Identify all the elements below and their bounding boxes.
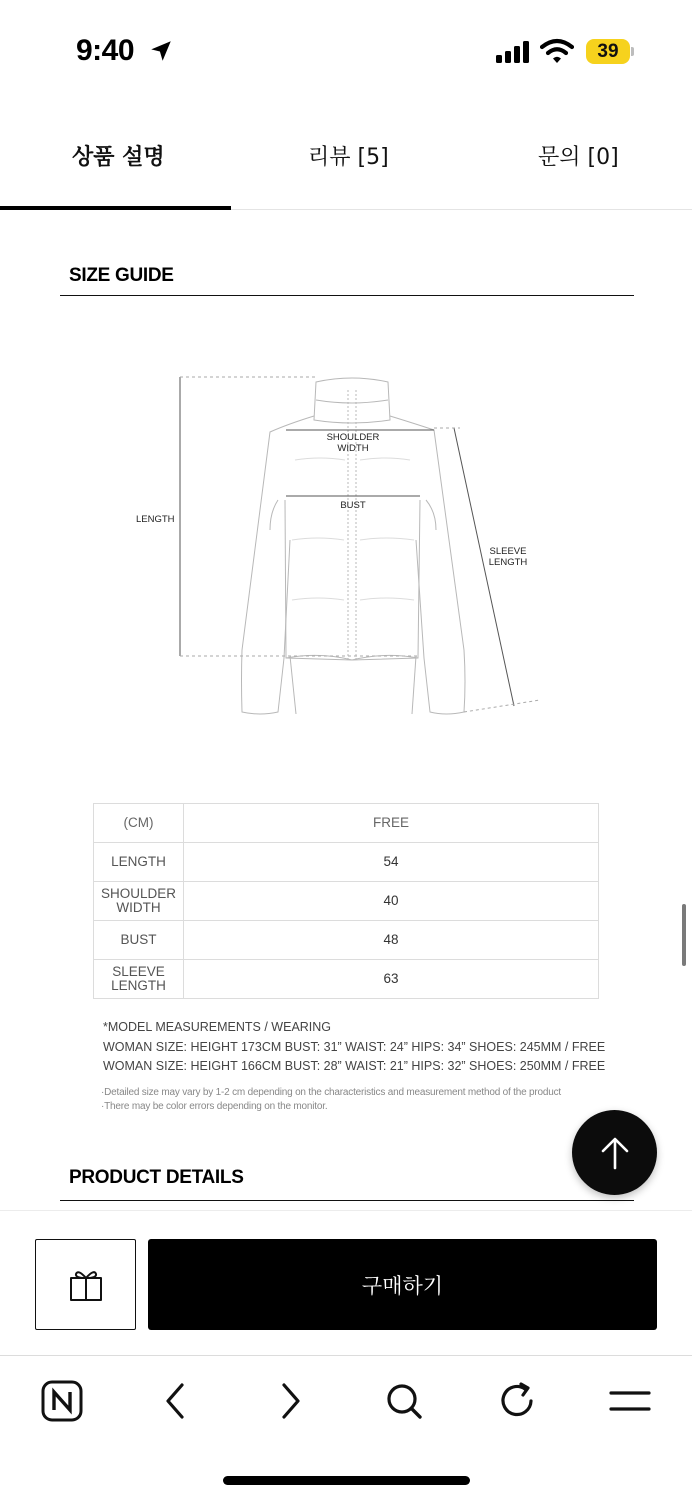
location-arrow-icon: [148, 38, 174, 64]
row-value: 40: [184, 882, 599, 921]
size-guide-title: SIZE GUIDE: [69, 265, 174, 286]
table-row: [94, 882, 599, 921]
search-icon[interactable]: [382, 1379, 426, 1423]
row-label: [94, 960, 184, 999]
battery-level: 39: [586, 39, 630, 64]
home-indicator[interactable]: [223, 1476, 470, 1485]
row-value: 63: [184, 960, 599, 999]
signal-icon: [496, 41, 532, 63]
row-label-line1: SHOULDER: [100, 886, 176, 901]
buy-button[interactable]: 구매하기: [148, 1239, 657, 1330]
tab-product-description[interactable]: 상품 설명: [72, 145, 165, 170]
product-details-title: PRODUCT DETAILS: [69, 1167, 244, 1188]
tab-inquiries[interactable]: 문의 [0]: [538, 145, 619, 170]
diagram-label-shoulder-line2: WIDTH: [337, 443, 369, 454]
note-line: WOMAN SIZE: HEIGHT 166CM BUST: 28” WAIST: 21” HIPS: 32” SHOES: 250MM / FREE: [103, 1059, 606, 1073]
diagram-label-sleeve: [484, 546, 532, 568]
naver-home-icon[interactable]: [40, 1379, 84, 1423]
table-row: [94, 843, 599, 882]
status-bar: [0, 0, 692, 100]
row-label: LENGTH: [94, 843, 184, 882]
menu-icon[interactable]: [608, 1379, 652, 1423]
diagram-label-shoulder-line1: SHOULDER: [326, 432, 380, 443]
forward-chevron-icon[interactable]: [268, 1379, 312, 1423]
gift-icon: [68, 1268, 104, 1302]
product-tabs: [0, 118, 692, 210]
size-table-size: FREE: [184, 804, 599, 843]
battery-tip: [631, 47, 634, 56]
diagram-label-shoulder: [320, 432, 386, 454]
disclaimer-line: ·Detailed size may vary by 1-2 cm depending on the characteristics and measurement method of the product: [101, 1087, 562, 1098]
purchase-bar: [0, 1210, 692, 1356]
diagram-label-sleeve-line1: SLEEVE: [489, 546, 527, 557]
scroll-top-button[interactable]: [572, 1110, 657, 1195]
model-measurements: [103, 1018, 606, 1077]
row-label-line1: SLEEVE: [112, 964, 165, 979]
scrollbar[interactable]: [682, 904, 686, 966]
size-table-header: [94, 804, 599, 843]
active-tab-indicator: [0, 206, 231, 210]
row-label: [94, 882, 184, 921]
size-guide-divider: [60, 295, 634, 296]
size-table: [93, 803, 599, 999]
size-diagram: [120, 360, 580, 740]
disclaimer-notes: [101, 1086, 601, 1114]
status-time: 9:40: [76, 34, 135, 67]
diagram-label-length: LENGTH: [136, 514, 175, 525]
row-label-line2: LENGTH: [111, 978, 166, 993]
battery-icon: [586, 39, 632, 64]
note-line: *MODEL MEASUREMENTS / WEARING: [103, 1020, 332, 1034]
refresh-icon[interactable]: [495, 1379, 539, 1423]
diagram-label-bust: BUST: [340, 500, 366, 511]
row-value: 48: [184, 921, 599, 960]
size-table-unit: (CM): [94, 804, 184, 843]
wifi-icon: [540, 38, 574, 64]
diagram-label-sleeve-line2: LENGTH: [488, 557, 528, 568]
table-row: [94, 960, 599, 999]
arrow-up-icon: [600, 1136, 630, 1170]
row-label-line2: WIDTH: [116, 900, 161, 915]
gift-button[interactable]: [35, 1239, 136, 1330]
product-details-divider: [60, 1200, 634, 1201]
disclaimer-line: ·There may be color errors depending on the monitor.: [101, 1101, 328, 1112]
table-row: [94, 921, 599, 960]
tab-reviews[interactable]: 리뷰 [5]: [308, 145, 389, 170]
row-value: 54: [184, 843, 599, 882]
row-label: BUST: [94, 921, 184, 960]
note-line: WOMAN SIZE: HEIGHT 173CM BUST: 31” WAIST: 24” HIPS: 34” SHOES: 245MM / FREE: [103, 1039, 606, 1054]
back-chevron-icon[interactable]: [154, 1379, 198, 1423]
